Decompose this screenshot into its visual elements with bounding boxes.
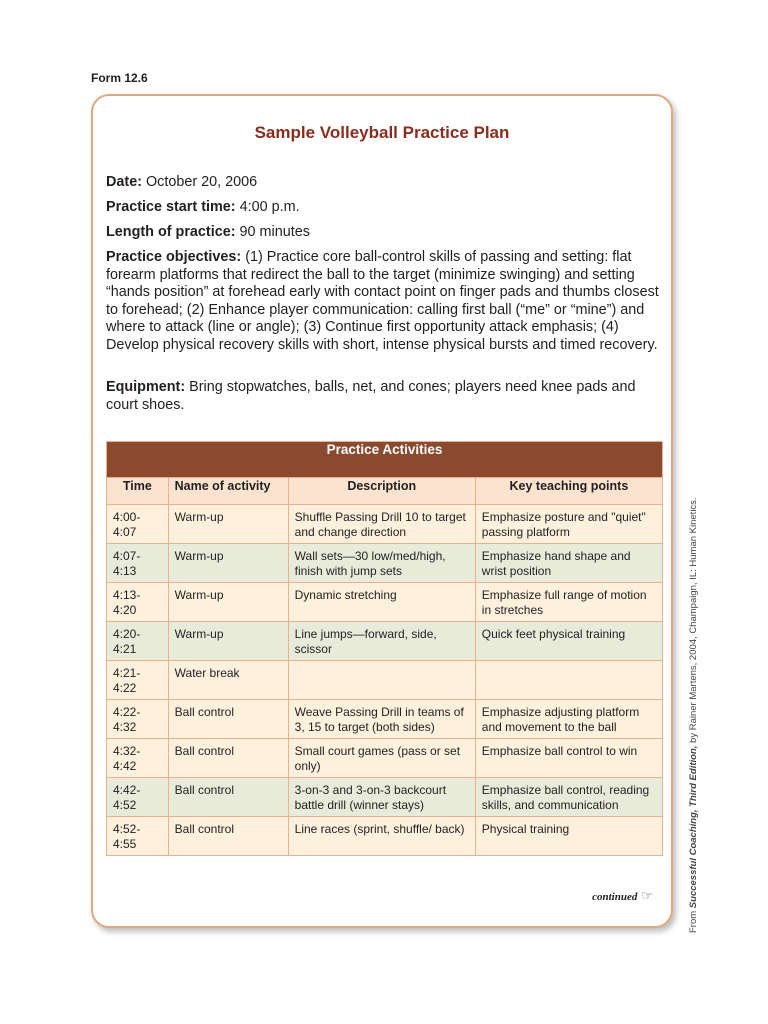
- cell-key-points: Emphasize posture and "quiet" passing platform: [475, 505, 662, 544]
- date-label: Date:: [106, 174, 142, 190]
- cell-activity: Ball control: [168, 817, 288, 856]
- cell-description: Line jumps—forward, side, scissor: [288, 622, 475, 661]
- cell-time: 4:22-4:32: [107, 700, 169, 739]
- pointing-hand-icon: ☞: [641, 888, 653, 903]
- cell-activity: Ball control: [168, 700, 288, 739]
- cell-activity: Warm-up: [168, 505, 288, 544]
- cell-key-points: Emphasize full range of motion in stretches: [475, 583, 662, 622]
- start-time-line: [106, 199, 662, 217]
- cell-activity: Ball control: [168, 778, 288, 817]
- cell-description: Line races (sprint, shuffle/ back): [288, 817, 475, 856]
- cell-time: 4:52-4:55: [107, 817, 169, 856]
- cell-description: Small court games (pass or set only): [288, 739, 475, 778]
- continued-note: [592, 888, 653, 904]
- cell-time: 4:07-4:13: [107, 544, 169, 583]
- date-value: October 20, 2006: [145, 174, 258, 190]
- cell-activity: Warm-up: [168, 544, 288, 583]
- objectives-label: Practice objectives:: [106, 249, 242, 265]
- cell-time: 4:20-4:21: [107, 622, 169, 661]
- copyright-credit: [688, 497, 699, 933]
- cell-key-points: [475, 661, 662, 700]
- table-row: [107, 817, 663, 856]
- table-row: [107, 778, 663, 817]
- header-time: Time: [107, 478, 169, 505]
- header-key-points: Key teaching points: [475, 478, 662, 505]
- cell-description: [288, 661, 475, 700]
- practice-plan-card: [91, 94, 673, 928]
- header-activity-name: Name of activity: [168, 478, 288, 505]
- cell-description: 3-on-3 and 3-on-3 backcourt battle drill (winner stays): [288, 778, 475, 817]
- table-title: Practice Activities: [107, 442, 663, 478]
- cell-time: 4:21-4:22: [107, 661, 169, 700]
- practice-activities-table: [106, 441, 663, 856]
- objectives-value: (1) Practice core ball-control skills of passing and setting: flat forearm platforms that redirect the ball to the target (minimize swinging) and setting “hands position” at forehead early with contact point on finger pads and thumbs closest to forehead; (2) Enhance player communication: calling first ball (“me” or “mine”) and where to attack (line or angle); (3) Continue first opportunity attack emphasis; (4) Develop physical recovery skills with short, intense physical bursts and timed recovery.: [106, 249, 659, 353]
- cell-activity: Ball control: [168, 739, 288, 778]
- cell-key-points: Emphasize ball control to win: [475, 739, 662, 778]
- cell-key-points: Emphasize ball control, reading skills, and communication: [475, 778, 662, 817]
- table-row: [107, 505, 663, 544]
- equipment-value: Bring stopwatches, balls, net, and cones; players need knee pads and court shoes.: [106, 379, 636, 413]
- cell-activity: Warm-up: [168, 622, 288, 661]
- cell-key-points: Emphasize hand shape and wrist position: [475, 544, 662, 583]
- table-row: [107, 739, 663, 778]
- objectives-paragraph: [106, 249, 662, 355]
- start-time-label: Practice start time:: [106, 199, 236, 215]
- date-line: [106, 174, 662, 192]
- cell-time: 4:13-4:20: [107, 583, 169, 622]
- cell-activity: Warm-up: [168, 583, 288, 622]
- start-time-value: 4:00 p.m.: [239, 199, 300, 215]
- form-number: Form 12.6: [91, 71, 148, 85]
- cell-time: 4:00-4:07: [107, 505, 169, 544]
- length-label: Length of practice:: [106, 224, 236, 240]
- table-row: [107, 583, 663, 622]
- length-line: [106, 224, 662, 242]
- credit-prefix: From: [688, 908, 699, 933]
- cell-description: Dynamic stretching: [288, 583, 475, 622]
- page-title: Sample Volleyball Practice Plan: [254, 123, 510, 142]
- cell-activity: Water break: [168, 661, 288, 700]
- cell-description: Shuffle Passing Drill 10 to target and change direction: [288, 505, 475, 544]
- cell-key-points: Quick feet physical training: [475, 622, 662, 661]
- equipment-paragraph: [106, 379, 662, 414]
- cell-description: Weave Passing Drill in teams of 3, 15 to target (both sides): [288, 700, 475, 739]
- table-row: [107, 661, 663, 700]
- length-value: 90 minutes: [239, 224, 310, 240]
- cell-time: 4:32-4:42: [107, 739, 169, 778]
- cell-key-points: Emphasize adjusting platform and movement to the ball: [475, 700, 662, 739]
- table-row: [107, 622, 663, 661]
- credit-suffix: by Rainer Martens, 2004, Champaign, IL: Human Kinetics.: [688, 497, 699, 746]
- credit-book-title: Successful Coaching, Third Edition,: [688, 745, 699, 909]
- table-row: [107, 544, 663, 583]
- table-row: [107, 700, 663, 739]
- equipment-label: Equipment:: [106, 379, 186, 395]
- cell-key-points: Physical training: [475, 817, 662, 856]
- cell-description: Wall sets—30 low/med/high, finish with jump sets: [288, 544, 475, 583]
- continued-text: continued: [592, 891, 638, 903]
- cell-time: 4:42-4:52: [107, 778, 169, 817]
- header-description: Description: [288, 478, 475, 505]
